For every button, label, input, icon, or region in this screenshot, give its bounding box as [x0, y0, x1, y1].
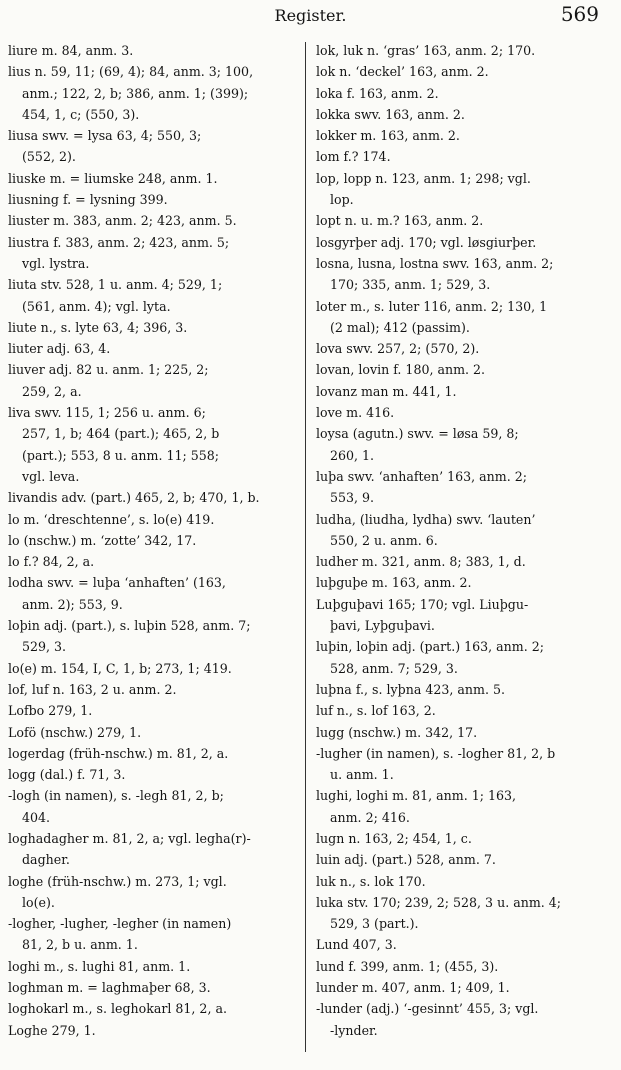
entry-line: ludher m. 321, anm. 8; 383, 1, d.: [316, 554, 526, 570]
index-entry: [8, 956, 298, 977]
entry-line: ludha, (liudha, lydha) swv. ‘lauten’: [316, 511, 536, 527]
entry-line: lo f.? 84, 2, a.: [8, 554, 95, 570]
entry-line: lovan, lovin f. 180, anm. 2.: [316, 362, 486, 378]
entry-line: liusning f. = lysning 399.: [8, 192, 168, 208]
entry-line: 553, 9.: [330, 490, 375, 506]
index-entry: [316, 849, 614, 870]
entry-line: (2 mal); 412 (passim).: [330, 319, 470, 335]
index-entry: [8, 168, 298, 189]
entry-line: lugg (nschw.) m. 342, 17.: [316, 724, 478, 740]
entry-line: 528, anm. 7; 529, 3.: [330, 660, 458, 676]
index-entry: [8, 509, 298, 530]
entry-line: Lofbo 279, 1.: [8, 703, 93, 719]
index-entry: [316, 83, 614, 104]
entry-line: -lunder (adj.) ‘-gesinnt’ 455, 3; vgl.: [316, 1001, 539, 1017]
index-entry: [316, 743, 614, 786]
entry-line: 259, 2, a.: [22, 383, 82, 399]
index-entry: [316, 210, 614, 231]
entry-line: liusa swv. = lysa 63, 4; 550, 3;: [8, 128, 202, 144]
entry-line: liure m. 84, anm. 3.: [8, 43, 134, 58]
index-entry: [316, 998, 614, 1041]
entry-line: loter m., s. luter 116, anm. 2; 130, 1: [316, 298, 548, 314]
entry-line: loghadagher m. 81, 2, a; vgl. legha(r)-: [8, 830, 251, 846]
index-entry: [8, 338, 298, 359]
index-entry: [316, 892, 614, 935]
index-entry: [316, 722, 614, 743]
index-entry: [8, 487, 298, 508]
entry-line: loghi m., s. lughi 81, anm. 1.: [8, 958, 191, 974]
index-entry: [8, 210, 298, 231]
entry-line: 454, 1, c; (550, 3).: [22, 106, 140, 122]
entry-line: -lynder.: [330, 1022, 378, 1038]
entry-line: 404.: [22, 809, 51, 825]
index-entry: [8, 658, 298, 679]
page-header: [0, 2, 621, 32]
index-entry: [316, 871, 614, 892]
entry-line: loghe (früh-nschw.) m. 273, 1; vgl.: [8, 873, 227, 889]
index-entry: [8, 615, 298, 658]
entry-line: lo(e) m. 154, I, C, 1, b; 273, 1; 419.: [8, 660, 232, 676]
index-entry: [316, 423, 614, 466]
entry-line: lo (nschw.) m. ‘zotte’ 342, 17.: [8, 532, 197, 548]
entry-line: luþin, loþin adj. (part.) 163, anm. 2;: [316, 639, 544, 655]
entry-line: 170; 335, anm. 1; 529, 3.: [330, 277, 491, 293]
entry-line: loysa (agutn.) swv. = løsa 59, 8;: [316, 426, 519, 442]
index-entry: [316, 828, 614, 849]
index-entry: [8, 700, 298, 721]
entry-line: loghman m. = laghmaþer 68, 3.: [8, 980, 211, 996]
entry-line: 257, 1, b; 464 (part.); 465, 2, b: [22, 426, 220, 442]
entry-line: (552, 2).: [22, 149, 76, 165]
right-column: [316, 40, 614, 1041]
index-entry: [316, 509, 614, 552]
entry-line: logg (dal.) f. 71, 3.: [8, 767, 126, 783]
left-column: [8, 40, 298, 1041]
index-entry: [316, 125, 614, 146]
entry-line: (part.); 553, 8 u. anm. 11; 558;: [22, 447, 220, 463]
entry-line: lugn n. 163, 2; 454, 1, c.: [316, 830, 472, 846]
entry-line: Lund 407, 3.: [316, 937, 397, 953]
index-entry: [316, 466, 614, 509]
entry-line: lokka swv. 163, anm. 2.: [316, 106, 465, 122]
index-entry: [8, 572, 298, 615]
entry-line: dagher.: [22, 852, 70, 868]
entry-line: -logh (in namen), s. -legh 81, 2, b;: [8, 788, 224, 804]
entry-line: lund f. 399, anm. 1; (455, 3).: [316, 958, 499, 974]
index-entry: [8, 722, 298, 743]
index-entry: [8, 61, 298, 125]
index-entry: [8, 1020, 298, 1041]
index-entry: [8, 785, 298, 828]
index-entry: [316, 594, 614, 637]
entry-line: luþguþe m. 163, anm. 2.: [316, 575, 472, 591]
entry-line: 529, 3.: [22, 639, 67, 655]
entry-line: loka f. 163, anm. 2.: [316, 85, 439, 101]
column-divider: [305, 42, 306, 1052]
index-entry: [8, 274, 298, 317]
entry-line: 550, 2 u. anm. 6.: [330, 532, 438, 548]
entry-line: livandis adv. (part.) 465, 2, b; 470, 1, b.: [8, 490, 260, 506]
index-entry: [316, 232, 614, 253]
index-entry: [316, 700, 614, 721]
entry-line: vgl. leva.: [22, 468, 80, 484]
index-entry: [8, 125, 298, 168]
index-entry: [8, 977, 298, 998]
entry-line: vgl. lystra.: [22, 255, 90, 271]
entry-line: -lugher (in namen), s. -logher 81, 2, b: [316, 745, 556, 761]
entry-line: anm. 2; 416.: [330, 809, 410, 825]
entry-line: anm. 2); 553, 9.: [22, 596, 123, 612]
entry-line: lom f.? 174.: [316, 149, 391, 165]
entry-line: anm.; 122, 2, b; 386, anm. 1; (399);: [22, 85, 249, 101]
entry-line: lovanz man m. 441, 1.: [316, 383, 457, 399]
entry-line: þavi, Lyþguþavi.: [330, 618, 435, 634]
entry-line: luþna f., s. lyþna 423, anm. 5.: [316, 681, 505, 697]
index-entry: [8, 530, 298, 551]
entry-line: liva swv. 115, 1; 256 u. anm. 6;: [8, 405, 206, 421]
index-entry: [316, 679, 614, 700]
index-entry: [316, 572, 614, 593]
index-entry: [8, 913, 298, 956]
index-entry: [316, 381, 614, 402]
entry-line: luf n., s. lof 163, 2.: [316, 703, 436, 719]
index-entry: [8, 402, 298, 487]
entry-line: lokker m. 163, anm. 2.: [316, 128, 460, 144]
entry-line: liuta stv. 528, 1 u. anm. 4; 529, 1;: [8, 277, 223, 293]
entry-line: 260, 1.: [330, 447, 375, 463]
entry-line: logerdag (früh-nschw.) m. 81, 2, a.: [8, 745, 229, 761]
entry-line: losna, lusna, lostna swv. 163, anm. 2;: [316, 255, 554, 271]
index-entry: [316, 296, 614, 339]
entry-line: lughi, loghi m. 81, anm. 1; 163,: [316, 788, 517, 804]
index-entry: [316, 402, 614, 423]
index-entry: [8, 317, 298, 338]
running-title: Register.: [274, 6, 347, 25]
index-entry: [8, 232, 298, 275]
index-entry: [8, 551, 298, 572]
index-entry: [8, 764, 298, 785]
index-entry: [316, 104, 614, 125]
entry-line: love m. 416.: [316, 405, 395, 421]
index-entry: [316, 956, 614, 977]
entry-line: lova swv. 257, 2; (570, 2).: [316, 341, 480, 357]
entry-line: lunder m. 407, anm. 1; 409, 1.: [316, 980, 510, 996]
index-entry: [8, 359, 298, 402]
page-number: 569: [560, 2, 599, 26]
entry-line: loþin adj. (part.), s. luþin 528, anm. 7;: [8, 618, 251, 634]
entry-line: luþa swv. ‘anhaften’ 163, anm. 2;: [316, 468, 527, 484]
entry-line: lo m. ‘dreschtenne’, s. lo(e) 419.: [8, 511, 215, 527]
entry-line: liuske m. = liumske 248, anm. 1.: [8, 170, 218, 186]
entry-line: -logher, -lugher, -legher (in namen): [8, 916, 232, 932]
entry-line: liute n., s. lyte 63, 4; 396, 3.: [8, 319, 188, 335]
entry-line: 529, 3 (part.).: [330, 916, 419, 932]
entry-line: Luþguþavi 165; 170; vgl. Liuþgu-: [316, 596, 529, 612]
index-entry: [8, 998, 298, 1019]
entry-line: lopt n. u. m.? 163, anm. 2.: [316, 213, 484, 229]
entry-line: u. anm. 1.: [330, 767, 394, 783]
entry-line: lop, lopp n. 123, anm. 1; 298; vgl.: [316, 170, 531, 186]
entry-line: Loghe 279, 1.: [8, 1022, 96, 1038]
entry-line: luin adj. (part.) 528, anm. 7.: [316, 852, 496, 868]
entry-line: lius n. 59, 11; (69, 4); 84, anm. 3; 100,: [8, 64, 254, 80]
index-entry: [316, 146, 614, 167]
entry-line: lok n. ‘deckel’ 163, anm. 2.: [316, 64, 489, 80]
index-entry: [316, 61, 614, 82]
index-entry: [316, 253, 614, 296]
entry-line: liuver adj. 82 u. anm. 1; 225, 2;: [8, 362, 209, 378]
entry-line: liustra f. 383, anm. 2; 423, anm. 5;: [8, 234, 230, 250]
index-entry: [8, 828, 298, 871]
index-entry: [8, 40, 298, 61]
entry-line: lodha swv. = luþa ‘anhaften’ (163,: [8, 575, 226, 591]
index-entry: [8, 871, 298, 914]
entry-line: lo(e).: [22, 894, 55, 910]
index-entry: [316, 977, 614, 998]
index-entry: [316, 785, 614, 828]
entry-line: luka stv. 170; 239, 2; 528, 3 u. anm. 4;: [316, 894, 562, 910]
entry-line: Lofö (nschw.) 279, 1.: [8, 724, 142, 740]
index-entry: [316, 359, 614, 380]
entry-line: liuster m. 383, anm. 2; 423, anm. 5.: [8, 213, 237, 229]
index-entry: [316, 934, 614, 955]
index-entry: [316, 636, 614, 679]
index-entry: [316, 40, 614, 61]
entry-line: luk n., s. lok 170.: [316, 873, 426, 889]
index-entry: [8, 679, 298, 700]
index-entry: [8, 743, 298, 764]
entry-line: lof, luf n. 163, 2 u. anm. 2.: [8, 681, 177, 697]
index-entry: [316, 168, 614, 211]
index-entry: [316, 551, 614, 572]
index-entry: [8, 189, 298, 210]
entry-line: loghokarl m., s. leghokarl 81, 2, a.: [8, 1001, 227, 1017]
entry-line: lok, luk n. ‘gras’ 163, anm. 2; 170.: [316, 43, 536, 58]
index-entry: [316, 338, 614, 359]
entry-line: (561, anm. 4); vgl. lyta.: [22, 298, 171, 314]
entry-line: losgyrþer adj. 170; vgl. løsgiurþer.: [316, 234, 537, 250]
entry-line: lop.: [330, 192, 354, 208]
entry-line: liuter adj. 63, 4.: [8, 341, 111, 357]
entry-line: 81, 2, b u. anm. 1.: [22, 937, 138, 953]
